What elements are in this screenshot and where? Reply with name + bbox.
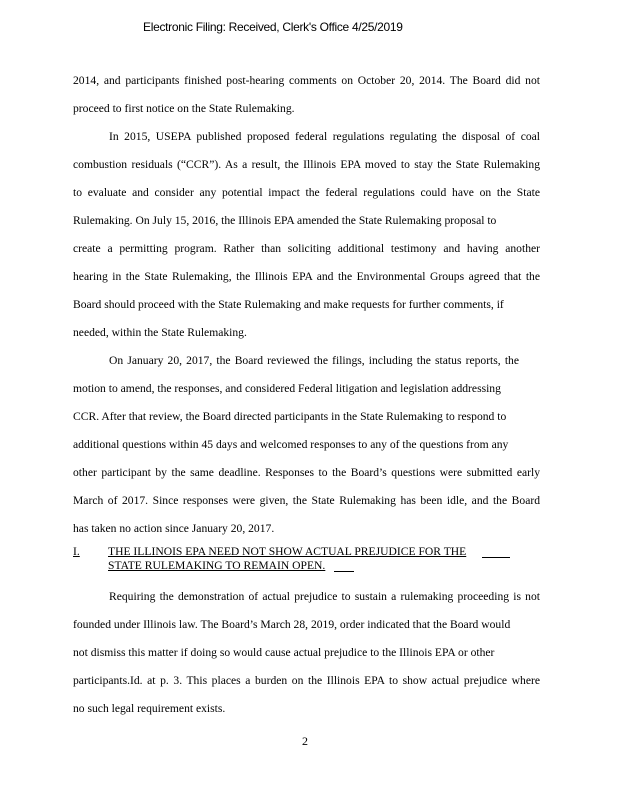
text-line: other participant by the same deadline. Responses to the Board’s questions were submitted early	[73, 466, 540, 479]
text-line: participants.Id. at p. 3. This places a burden on the Illinois EPA to show actual prejudice where	[73, 674, 540, 687]
section-heading-line-1: THE ILLINOIS EPA NEED NOT SHOW ACTUAL PREJUDICE FOR THE	[108, 545, 467, 558]
text-line: On January 20, 2017, the Board reviewed the filings, including the status reports, the	[109, 354, 519, 367]
text-line: 2014, and participants finished post-hearing comments on October 20, 2014. The Board did not	[73, 74, 540, 87]
text-line: March of 2017. Since responses were given, the State Rulemaking has been idle, and the Board	[73, 494, 540, 507]
text-line: Rulemaking. On July 15, 2016, the Illinois EPA amended the State Rulemaking proposal to	[73, 214, 497, 227]
filing-stamp: Electronic Filing: Received, Clerk's Office 4/25/2019	[143, 20, 403, 34]
heading-underline	[482, 557, 510, 558]
text-line: Board should proceed with the State Rulemaking and make requests for further comments, if	[73, 298, 504, 311]
text-line: Requiring the demonstration of actual prejudice to sustain a rulemaking proceeding is not	[109, 590, 540, 603]
text-line: needed, within the State Rulemaking.	[73, 326, 247, 339]
text-line: to evaluate and consider any potential impact the federal regulations could have on the State	[73, 186, 540, 199]
text-line: create a permitting program. Rather than soliciting additional testimony and having another	[73, 242, 540, 255]
section-heading-line-2: STATE RULEMAKING TO REMAIN OPEN.	[108, 559, 326, 572]
text-line: hearing in the State Rulemaking, the Illinois EPA and the Environmental Groups agreed that the	[73, 270, 540, 283]
text-line: CCR. After that review, the Board directed participants in the State Rulemaking to respond to	[73, 410, 507, 423]
text-line: motion to amend, the responses, and considered Federal litigation and legislation addressing	[73, 382, 501, 395]
text-line: proceed to first notice on the State Rulemaking.	[73, 102, 295, 115]
text-line: In 2015, USEPA published proposed federal regulations regulating the disposal of coal	[109, 130, 540, 143]
text-line: no such legal requirement exists.	[73, 702, 226, 715]
section-number: I.	[73, 545, 80, 558]
text-line: not dismiss this matter if doing so would cause actual prejudice to the Illinois EPA or other	[73, 646, 495, 659]
text-line: combustion residuals (“CCR”). As a result, the Illinois EPA moved to stay the State Rulemaking	[73, 158, 540, 171]
text-line: has taken no action since January 20, 2017.	[73, 522, 275, 535]
text-line: additional questions within 45 days and welcomed responses to any of the questions from any	[73, 438, 509, 451]
heading-underline	[334, 571, 354, 572]
text-line: founded under Illinois law. The Board’s March 28, 2019, order indicated that the Board would	[73, 618, 511, 631]
page-number: 2	[302, 734, 308, 748]
